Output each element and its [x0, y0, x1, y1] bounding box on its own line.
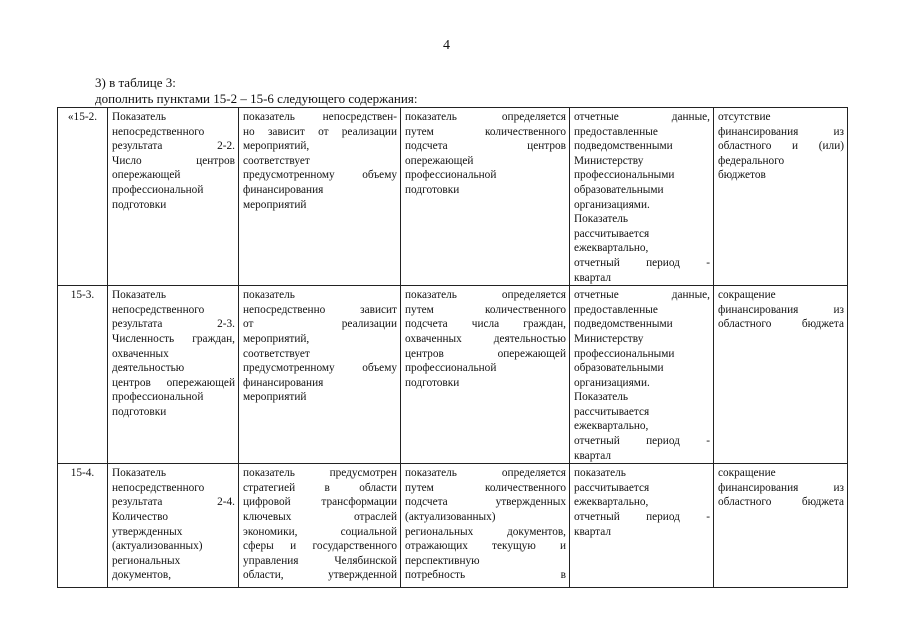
cell-text-line: соответствует [243, 347, 310, 360]
cell-text-line: ежеквартально, [574, 496, 649, 509]
cell-text-line: региональных [112, 554, 181, 567]
cell-text-line: образовательными [574, 362, 664, 375]
cell-text-line: подведомственными [574, 318, 673, 331]
cell-text-line: мероприятий [243, 198, 307, 211]
cell-text-line: образовательными [574, 183, 664, 196]
cell-source [570, 108, 714, 286]
row-number: 15-3. [70, 289, 95, 302]
cell-text-line: опережающей [405, 154, 474, 167]
intro-line-2: дополнить пунктами 15-2 – 15-6 следующего содержания: [95, 91, 418, 106]
cell-text-line: потребность в [405, 569, 566, 582]
cell-indicator [108, 286, 239, 464]
cell-text-line: показатель определяется [405, 111, 566, 123]
cell-text-line: федерального [718, 154, 785, 167]
cell-method [401, 286, 570, 464]
row-number: 15-4. [70, 467, 95, 480]
cell-text-line: квартал [574, 449, 612, 462]
cell-factors [714, 286, 848, 464]
cell-text-line: финансирования из [718, 481, 844, 494]
cell-text-line: региональных документов, [405, 525, 566, 538]
cell-text-line: квартал [574, 271, 612, 284]
cell-text-line: подготовки [405, 376, 460, 389]
cell-text-line: опережающей [112, 169, 181, 182]
cell-text-line: областного и (или) [718, 140, 844, 153]
cell-text-line: отчетный период - [574, 256, 710, 269]
cell-text-line: предоставленные [574, 125, 658, 138]
cell-text-line: результата 2-3. [112, 318, 235, 331]
cell-text-line: ежеквартально, [574, 420, 649, 433]
cell-text-line: отчетные данные, [574, 111, 710, 123]
cell-text-line: путем количественного [405, 125, 566, 138]
cell-text-line: ежеквартально, [574, 242, 649, 255]
cell-text-line: показатель непосредствен- [243, 111, 397, 123]
cell-method [401, 464, 570, 588]
cell-text-line: области, утвержденной [243, 569, 397, 582]
cell-text-line: путем количественного [405, 481, 566, 494]
cell-text-line: бюджетов [718, 169, 766, 182]
cell-text-line: мероприятий, [243, 332, 310, 345]
cell-text-line: показатель [574, 467, 626, 480]
cell-text-line: деятельностью [112, 362, 185, 375]
cell-text-line: Министерству [574, 154, 644, 167]
cell-num [58, 286, 108, 464]
cell-text-line: (актуализованных) [405, 511, 496, 524]
cell-text-line: сокращение [718, 467, 776, 480]
cell-text-line: подсчета центров [405, 140, 566, 153]
cell-text-line: рассчитывается [574, 227, 650, 240]
cell-text-line: результата 2-2. [112, 140, 235, 153]
indicators-table [57, 107, 848, 588]
cell-text-line: путем количественного [405, 303, 566, 316]
cell-dependence [239, 108, 401, 286]
cell-text-line: перспективную [405, 554, 480, 567]
cell-text-line: подготовки [112, 405, 167, 418]
cell-text-line: непосредственного [112, 125, 205, 138]
cell-text-line: отражающих текущую и [405, 540, 566, 553]
cell-text-line: ключевых отраслей [243, 511, 397, 524]
cell-text-line: подсчета числа граждан, [405, 318, 566, 331]
cell-text-line: профессиональной [405, 362, 497, 375]
cell-text-line: рассчитывается [574, 405, 650, 418]
cell-text-line: утвержденных [112, 525, 183, 538]
cell-text-line: подготовки [405, 183, 460, 196]
cell-text-line: профессиональной [112, 183, 204, 196]
cell-text-line: показатель предусмотрен [243, 467, 397, 480]
cell-text-line: непосредственного [112, 303, 205, 316]
cell-text-line: от реализации [243, 318, 397, 331]
cell-text-line: но зависит от реализации [243, 125, 397, 138]
intro-line-1: 3) в таблице 3: [95, 75, 176, 90]
cell-text-line: охваченных деятельностью [405, 332, 566, 345]
cell-text-line: подведомственными [574, 140, 673, 153]
cell-text-line: мероприятий [243, 391, 307, 404]
row-number: «15-2. [67, 111, 98, 123]
cell-text-line: финансирования из [718, 303, 844, 316]
cell-text-line: профессиональной [405, 169, 497, 182]
cell-text-line: Число центров [112, 154, 235, 167]
cell-text-line: предусмотренному объему [243, 362, 397, 375]
cell-num [58, 464, 108, 588]
cell-text-line: областного бюджета [718, 496, 844, 509]
cell-num [58, 108, 108, 286]
cell-text-line: результата 2-4. [112, 496, 235, 509]
cell-text-line: сферы и государственного [243, 540, 397, 553]
cell-text-line: финансирования из [718, 125, 844, 138]
cell-indicator [108, 464, 239, 588]
cell-text-line: отсутствие [718, 111, 771, 123]
table-body [58, 108, 848, 588]
cell-text-line: организациями. [574, 376, 650, 389]
table-row [58, 108, 848, 286]
cell-dependence [239, 286, 401, 464]
cell-text-line: финансирования [243, 183, 324, 196]
cell-text-line: подготовки [112, 198, 167, 211]
cell-factors [714, 464, 848, 588]
cell-text-line: управления Челябинской [243, 554, 397, 567]
cell-text-line: подсчета утвержденных [405, 496, 566, 509]
page-number: 4 [443, 38, 450, 53]
cell-text-line: центров опережающей [405, 347, 566, 360]
table-row [58, 286, 848, 464]
cell-source [570, 286, 714, 464]
cell-text-line: соответствует [243, 154, 310, 167]
cell-text-line: Министерству [574, 332, 644, 345]
cell-source [570, 464, 714, 588]
cell-text-line: цифровой трансформации [243, 496, 397, 509]
cell-text-line: Показатель [112, 467, 167, 480]
cell-text-line: Количество [112, 511, 168, 524]
cell-text-line: центров опережающей [112, 376, 235, 389]
cell-text-line: Показатель [112, 289, 167, 302]
cell-text-line: непосредственно зависит [243, 303, 397, 316]
cell-text-line: охваченных [112, 347, 169, 360]
cell-text-line: показатель определяется [405, 289, 566, 302]
cell-text-line: рассчитывается [574, 481, 650, 494]
cell-text-line: областного бюджета [718, 318, 844, 331]
cell-text-line: организациями. [574, 198, 650, 211]
cell-text-line: отчетные данные, [574, 289, 710, 302]
cell-indicator [108, 108, 239, 286]
cell-text-line: показатель [243, 289, 295, 302]
cell-text-line: финансирования [243, 376, 324, 389]
cell-text-line: профессиональными [574, 347, 675, 360]
cell-text-line: квартал [574, 525, 612, 538]
cell-dependence [239, 464, 401, 588]
cell-text-line: непосредственного [112, 481, 205, 494]
cell-text-line: Показатель [574, 391, 629, 404]
cell-text-line: экономики, социальной [243, 525, 397, 538]
cell-text-line: предоставленные [574, 303, 658, 316]
cell-text-line: отчетный период - [574, 435, 710, 448]
cell-text-line: отчетный период - [574, 511, 710, 524]
cell-text-line: (актуализованных) [112, 540, 203, 553]
cell-text-line: профессиональной [112, 391, 204, 404]
cell-text-line: Показатель [574, 213, 629, 226]
cell-text-line: Численность граждан, [112, 332, 235, 345]
cell-factors [714, 108, 848, 286]
cell-text-line: мероприятий, [243, 140, 310, 153]
cell-text-line: показатель определяется [405, 467, 566, 480]
cell-text-line: предусмотренному объему [243, 169, 397, 182]
cell-text-line: стратегией в области [243, 481, 397, 494]
cell-text-line: Показатель [112, 111, 167, 123]
cell-text-line: документов, [112, 569, 172, 582]
table-row [58, 464, 848, 588]
cell-text-line: профессиональными [574, 169, 675, 182]
cell-method [401, 108, 570, 286]
cell-text-line: сокращение [718, 289, 776, 302]
